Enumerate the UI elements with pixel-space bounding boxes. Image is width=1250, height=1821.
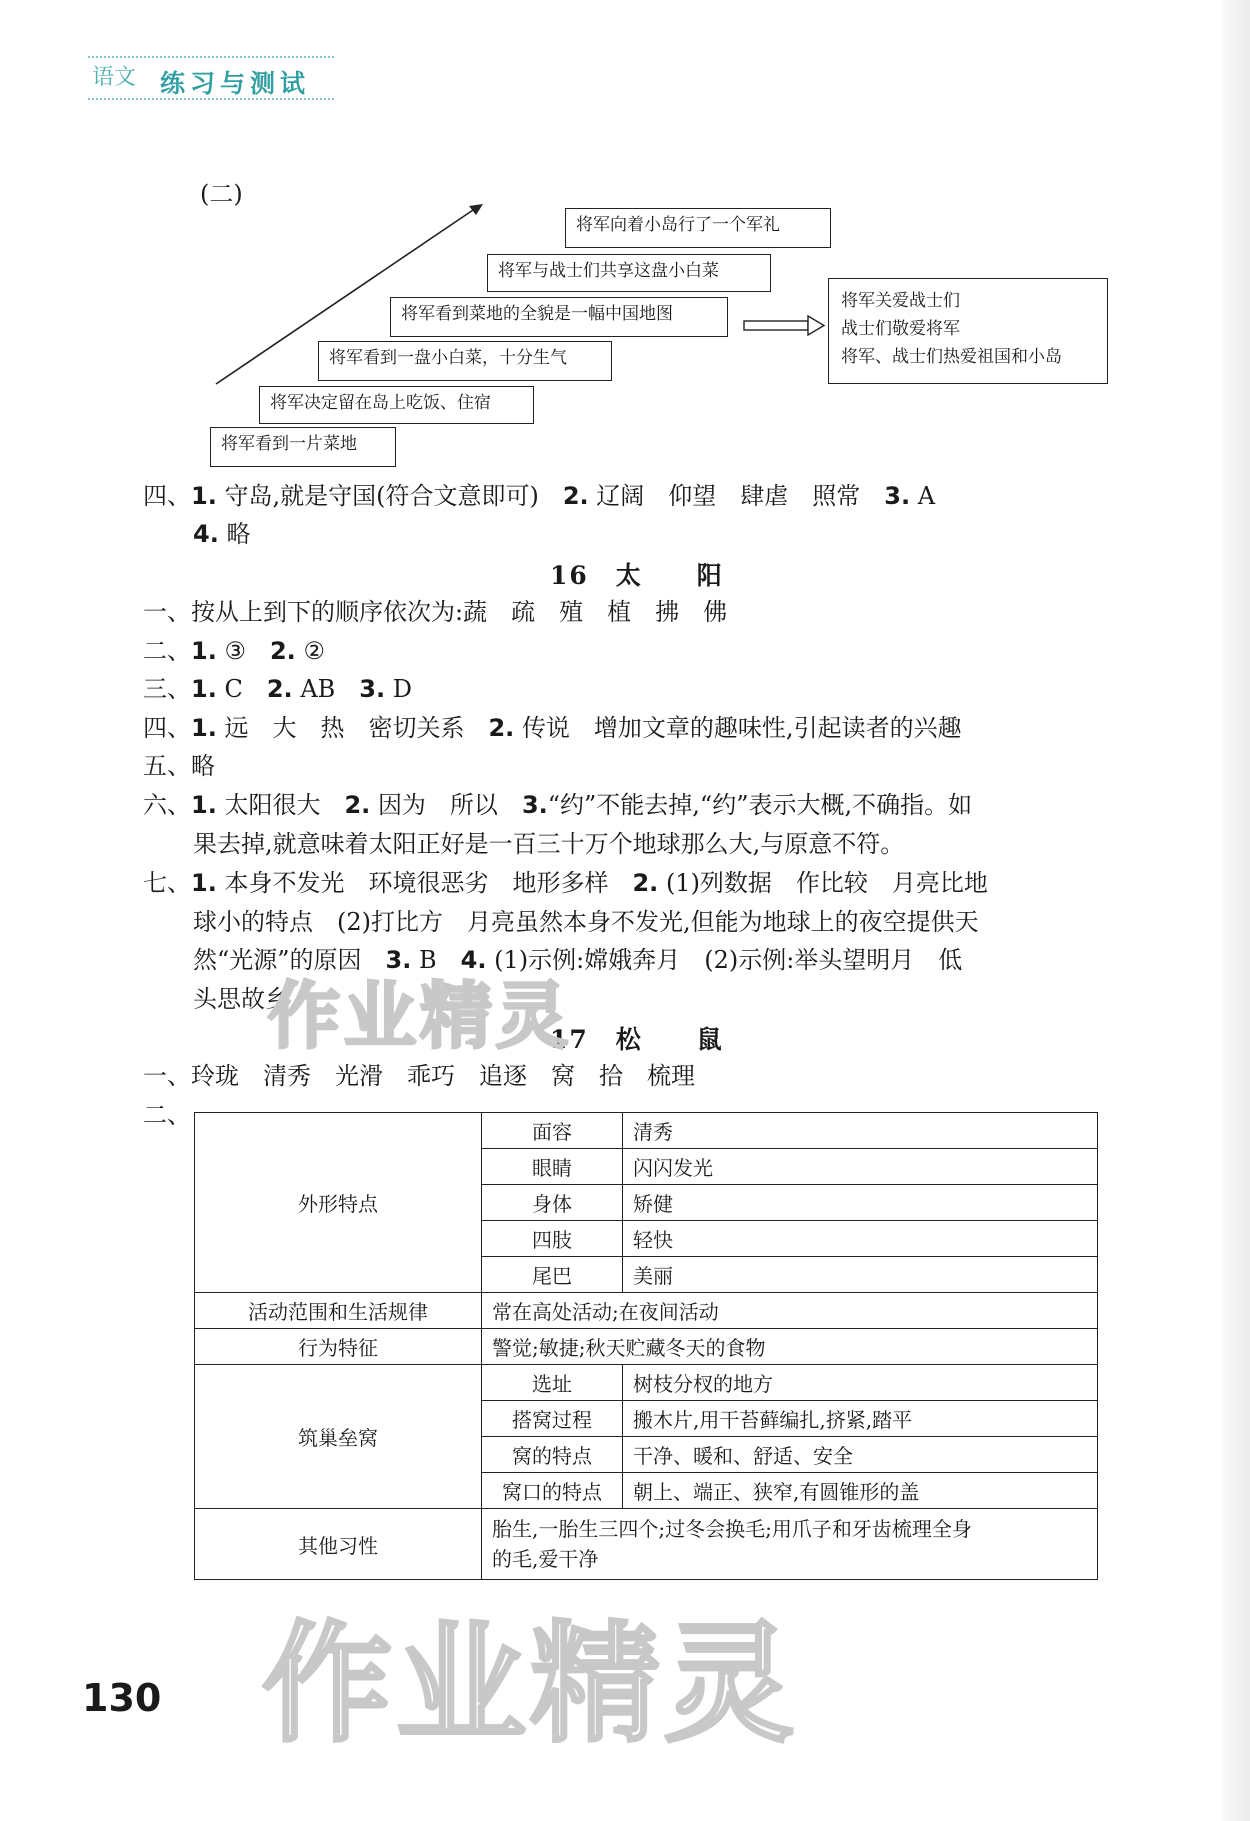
answer-text: ③	[224, 637, 246, 665]
answer-text: 传说 增加文章的趣味性,引起读者的兴趣	[521, 714, 962, 742]
result-box	[828, 278, 1108, 384]
q-number: 四、	[143, 482, 191, 510]
answer-text: A	[917, 482, 936, 510]
step-box-1: 将军看到一片菜地	[210, 427, 396, 467]
l17-line-1: 一、玲珑 清秀 光滑 乖巧 追逐 窝 拾 梳理	[143, 1062, 695, 1090]
l16-line-6b: 果去掉,就意味着太阳正好是一百三十万个地球那么大,与原意不符。	[193, 830, 905, 858]
table-key: 身体	[482, 1185, 623, 1221]
l16-line-4	[143, 710, 962, 746]
answer-text: 因为 所以	[377, 791, 498, 819]
lesson-17-title: 17 松 鼠	[550, 1025, 724, 1054]
answer-text: (1)列数据 作比较 月亮比地	[665, 869, 988, 897]
q-number: 六、	[143, 791, 191, 819]
table-key: 窝的特点	[482, 1437, 623, 1473]
answer-text: “约”不能去掉,“约”表示大概,不确指。如	[547, 791, 973, 819]
table-row	[195, 1509, 1098, 1580]
header-title: 练习与测试	[160, 69, 311, 98]
answer-text: 略	[226, 520, 251, 548]
table-key: 选址	[482, 1365, 623, 1401]
l16-line-6	[143, 787, 972, 823]
table-key: 眼睛	[482, 1149, 623, 1185]
table-key: 搭窝过程	[482, 1401, 623, 1437]
answer-line-4b	[193, 516, 250, 552]
table-key: 四肢	[482, 1221, 623, 1257]
table-row	[195, 1329, 1098, 1365]
step-box-6: 将军向着小岛行了一个军礼	[565, 208, 831, 248]
answer-text: B	[419, 946, 437, 974]
sub-number: 1.	[191, 482, 217, 510]
sub-number: 3.	[385, 946, 412, 974]
table-value: 树枝分杈的地方	[623, 1365, 1098, 1401]
l16-line-7b: 球小的特点 (2)打比方 月亮虽然本身不发光,但能为地球上的夜空提供天	[193, 908, 979, 936]
header-subject: 语文	[92, 65, 137, 90]
sub-number: 3.	[884, 482, 911, 510]
watermark-small: 作业精灵	[268, 974, 573, 1058]
part-label: (二)	[200, 180, 243, 208]
l16-line-1: 一、按从上到下的顺序依次为:蔬 疏 殖 植 拂 佛	[143, 598, 728, 626]
sub-number: 3.	[521, 791, 548, 819]
l16-line-3	[143, 671, 412, 707]
table-value: 闪闪发光	[623, 1149, 1098, 1185]
answer-text: 然“光源”的原因	[193, 946, 362, 974]
table-category: 活动范围和生活规律	[195, 1293, 482, 1329]
sub-number: 2.	[269, 637, 296, 665]
result-arrow-body	[744, 321, 808, 330]
table-value: 矫健	[623, 1185, 1098, 1221]
answer-text: AB	[300, 675, 336, 703]
l17-line-2: 二、	[143, 1101, 191, 1129]
table-value: 搬木片,用干苔藓编扎,挤紧,踏平	[623, 1401, 1098, 1437]
squirrel-table	[194, 1112, 1098, 1580]
answer-text: 辽阔 仰望 肆虐 照常	[596, 482, 861, 510]
l16-line-5: 五、略	[143, 752, 215, 780]
table-category: 行为特征	[195, 1329, 482, 1365]
table-row	[195, 1293, 1098, 1329]
table-key: 面容	[482, 1113, 623, 1149]
table-value: 清秀	[623, 1113, 1098, 1149]
l16-line-7d: 头思故乡	[193, 985, 289, 1013]
table-value: 朝上、端正、狭窄,有圆锥形的盖	[623, 1473, 1098, 1509]
table-value-line-1: 胎生,一胎生三四个;过冬会换毛;用爪子和牙齿梳理全身	[492, 1517, 972, 1541]
q-number: 四、	[143, 714, 191, 742]
result-line-2: 战士们敬爱将军	[841, 319, 960, 339]
sub-number: 1.	[191, 791, 217, 819]
sub-number: 1.	[191, 637, 217, 665]
sub-number: 2.	[266, 675, 293, 703]
table-category: 其他习性	[195, 1509, 482, 1580]
answer-text: C	[224, 675, 243, 703]
result-arrow-head	[808, 316, 824, 335]
table-category: 筑巢垒窝	[195, 1365, 482, 1509]
result-line-3: 将军、战士们热爱祖国和小岛	[841, 347, 1062, 367]
step-box-4: 将军看到菜地的全貌是一幅中国地图	[390, 297, 728, 337]
table-key: 尾巴	[482, 1257, 623, 1293]
answer-text: 本身不发光 环境很恶劣 地形多样	[224, 869, 609, 897]
q-number: 二、	[143, 637, 191, 665]
l16-line-7	[143, 865, 988, 901]
table-value: 轻快	[623, 1221, 1098, 1257]
table-key: 窝口的特点	[482, 1473, 623, 1509]
answer-text: 远 大 热 密切关系	[224, 714, 465, 742]
step-box-5: 将军与战士们共享这盘小白菜	[487, 254, 771, 292]
watermark-large: 作业精灵	[262, 1608, 799, 1760]
table-value: 警觉;敏捷;秋天贮藏冬天的食物	[482, 1329, 1098, 1365]
table-value: 常在高处活动;在夜间活动	[482, 1293, 1098, 1329]
q-number: 三、	[143, 675, 191, 703]
sub-number: 2.	[488, 714, 515, 742]
sub-number: 2.	[562, 482, 589, 510]
q-number: 七、	[143, 869, 191, 897]
result-line-1: 将军关爱战士们	[841, 291, 960, 311]
sub-number: 1.	[191, 714, 217, 742]
table-row	[195, 1365, 1098, 1401]
sub-number: 4.	[193, 520, 219, 548]
table-row	[195, 1113, 1098, 1149]
answer-text: 太阳很大	[224, 791, 321, 819]
step-box-3: 将军看到一盘小白菜，十分生气	[318, 341, 612, 381]
table-value: 美丽	[623, 1257, 1098, 1293]
trend-arrow-head	[469, 204, 483, 215]
sub-number: 2.	[344, 791, 371, 819]
answer-text: (1)示例:嫦娥奔月 (2)示例:举头望明月 低	[494, 946, 963, 974]
answer-text: 守岛,就是守国(符合文意即可)	[224, 482, 539, 510]
l16-line-2	[143, 633, 325, 669]
sub-number: 1.	[191, 675, 217, 703]
answer-text: D	[392, 675, 412, 703]
sub-number: 2.	[632, 869, 659, 897]
answer-text: ②	[303, 637, 325, 665]
table-category: 外形特点	[195, 1113, 482, 1293]
table-value-line-2: 的毛,爱干净	[492, 1547, 599, 1571]
sub-number: 1.	[191, 869, 217, 897]
sub-number: 3.	[359, 675, 386, 703]
step-box-2: 将军决定留在岛上吃饭、住宿	[259, 386, 534, 424]
lesson-16-title: 16 太 阳	[550, 561, 724, 590]
answer-line-4	[143, 478, 935, 514]
table-value: 干净、暖和、舒适、安全	[623, 1437, 1098, 1473]
sub-number: 4.	[460, 946, 487, 974]
table-value	[482, 1509, 1098, 1580]
page-number: 130	[82, 1676, 162, 1720]
